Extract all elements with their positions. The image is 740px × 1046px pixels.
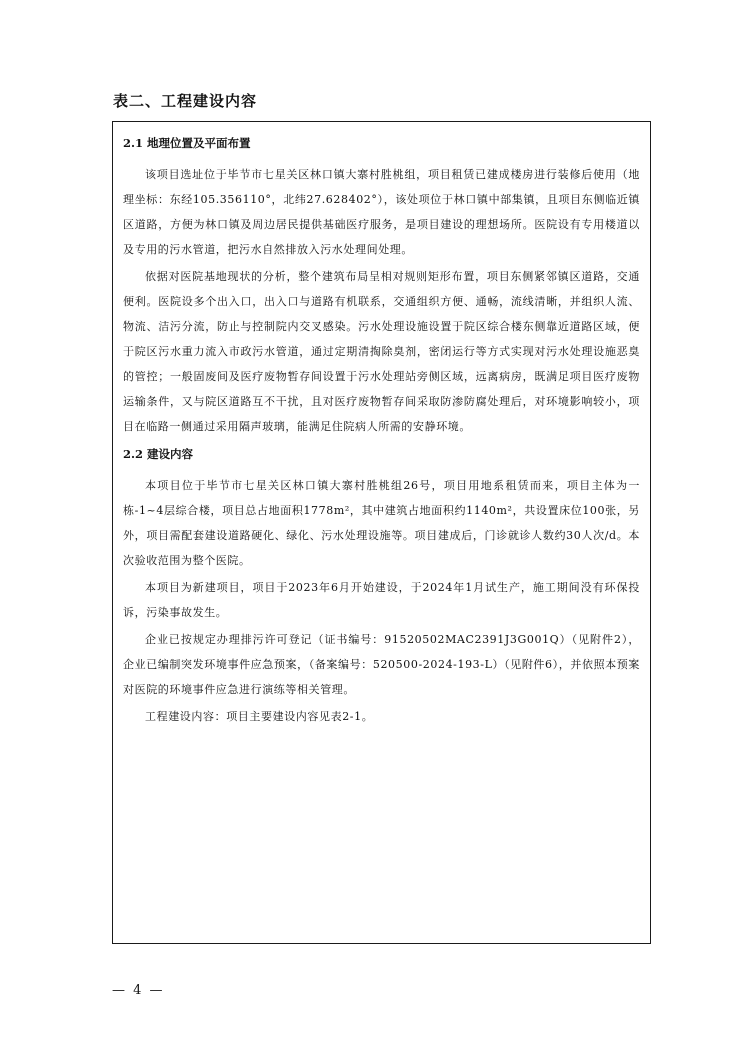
section-heading-location: 2.1 地理位置及平面布置: [123, 136, 251, 150]
table-title: 表二、工程建设内容: [113, 92, 258, 110]
paragraph: 该项目选址位于毕节市七星关区林口镇大寨村胜桃组，项目租赁已建成楼房进行装修后使用（地理坐标：东经105.356110°，北纬27.628402°），该处项位于林口镇中部集镇，且项目东侧临近镇区道路，方便为林口镇及周边居民提供基础医疗服务，是项目建设的理想场所。医院设有专用楼道以及专用的污水管道，把污水自然排放入污水处理间处理。: [123, 168, 640, 256]
page-number: — 4 —: [112, 983, 165, 998]
paragraph: 本项目位于毕节市七星关区林口镇大寨村胜桃组26号，项目用地系租赁而来，项目主体为一栋-1~4层综合楼，项目总占地面积1778m²，其中建筑占地面积约1140m²，共设置床位100张，另外，项目需配套建设道路硬化、绿化、污水处理设施等。项目建成后，门诊就诊人数约30人次/d。本次验收范围为整个医院。: [123, 479, 640, 567]
paragraph: 工程建设内容：项目主要建设内容见表2-1。: [145, 710, 374, 723]
paragraph: 本项目为新建项目，项目于2023年6月开始建设，于2024年1月试生产，施工期间没有环保投诉，污染事故发生。: [123, 581, 640, 619]
paragraph: 企业已按规定办理排污许可登记（证书编号：91520502MAC2391J3G001Q）（见附件2），企业已编制突发环境事件应急预案，（备案编号：520500-2024-193-L）（见附件6），并依照本预案对医院的环境事件应急进行演练等相关管理。: [123, 633, 640, 696]
content-table-cell: [112, 121, 651, 944]
section-heading-construction: 2.2 建设内容: [123, 447, 194, 461]
paragraph: 依据对医院基地现状的分析，整个建筑布局呈相对规则矩形布置，项目东侧紧邻镇区道路，交通便利。医院设多个出入口，出入口与道路有机联系，交通组织方便、通畅，流线清晰，并组织人流、物流、洁污分流，防止与控制院内交叉感染。污水处理设施设置于院区综合楼东侧靠近道路区域，便于院区污水重力流入市政污水管道，通过定期清掏除臭剂，密闭运行等方式实现对污水处理设施恶臭的管控；一般固废间及医疗废物暂存间设置于污水处理站旁侧区域，远离病房，既满足项目医疗废物运输条件，又与院区道路互不干扰，且对医疗废物暂存间采取防渗防腐处理后，对环境影响较小，项目在临路一侧通过采用隔声玻璃，能满足住院病人所需的安静环境。: [123, 270, 640, 433]
